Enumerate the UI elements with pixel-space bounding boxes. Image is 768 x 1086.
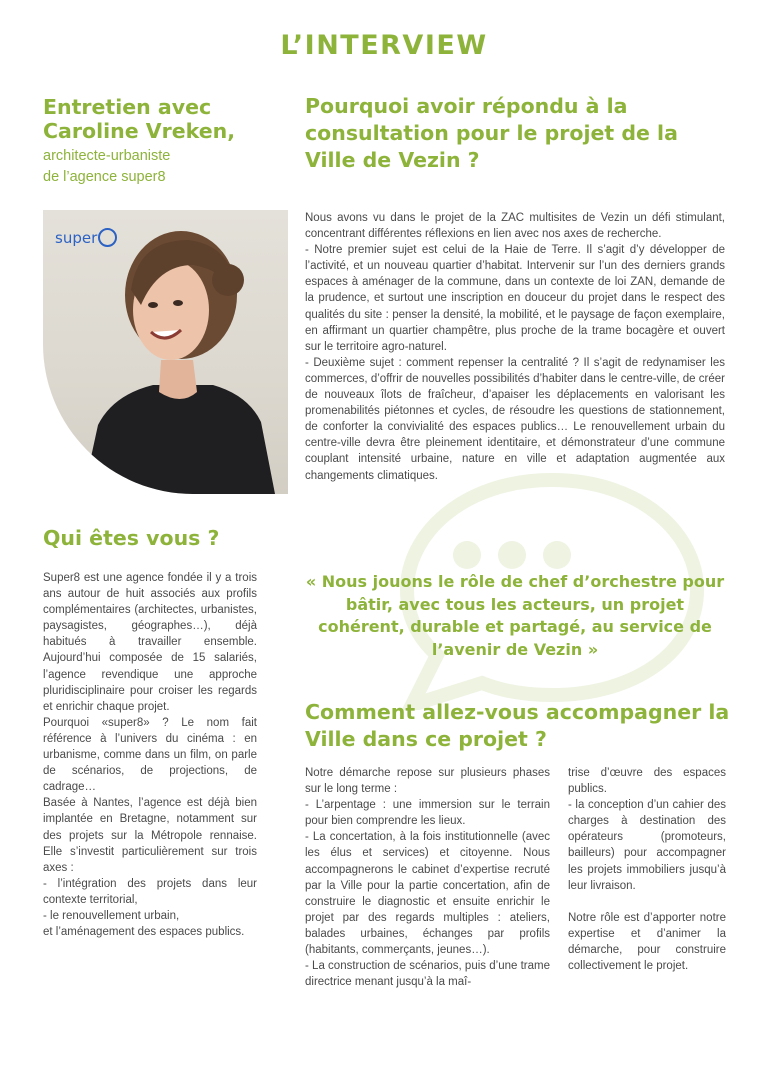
- role-line-1: architecte-urbaniste: [43, 148, 171, 164]
- answer-paragraph: - La concertation, à la fois institutionnelle (avec les élus et services) et citoyenne. Nous accompagnerons le cabinet d’expertise recruté par la Ville pour la partie concertation, afin de construire le diagnostic et ensuite enrichir le projet par des regards multiples : ateliers, balades urbaines, échanges par profils (habitants, commerçants, jeunes…).: [305, 831, 550, 957]
- interviewee-role: [43, 146, 283, 188]
- answer-paragraph: Nous avons vu dans le projet de la ZAC multisites de Vezin un défi stimulant, concentrant différentes réflexions en lien avec nos axes de recherche.: [305, 212, 725, 241]
- answer-1-body: [305, 210, 725, 484]
- answer-paragraph: - Notre premier sujet est celui de la Haie de Terre. Il s’agit d’y développer de l’activité, et un nouveau quartier d’habitat. Intervenir sur l’un des derniers grands espaces à aménager de la commune, dans un contexte de loi ZAN, demande de la prudence, et surtout une inscription en douceur du projet dans le respect des qualités du site : penser la densité, la mobilité, et le paysage de façon exemplaire, en affirmant un quartier champêtre, plus proche de la trame bocagère et ouvert sur le territoire agro-naturel.: [305, 244, 725, 353]
- answer-paragraph: Notre démarche repose sur plusieurs phases sur le long terme :: [305, 767, 550, 796]
- answer-2-left-column: [305, 765, 550, 990]
- answer-paragraph: - L’arpentage : une immersion sur le terrain pour bien comprendre les lieux.: [305, 799, 550, 828]
- who-paragraph: et l’aménagement des espaces publics.: [43, 926, 245, 939]
- question-2-heading: Comment allez-vous accompagner la Ville dans ce projet ?: [305, 700, 730, 751]
- answer-paragraph: - Deuxième sujet : comment repenser la centralité ? Il s’agit de redynamiser les commerces, d’offrir de nouvelles possibilités d’habiter dans le centre-ville, de créer de nouveaux îlots de fraîcheur, d’apaiser les déplacements en valorisant les promenabilités piétonnes et cycles, de résoudre les questions de stationnement, de conforter la convivialité des espaces publics… Le renouvellement urbain du centre-ville devra être pleinement identitaire, et démonstrateur d’une commune couplant intensité urbaine, nature en ville et adaptation augmentée aux changements climatiques.: [305, 356, 725, 482]
- answer-paragraph: - la conception d’un cahier des charges à destination des opérateurs (promoteurs, bailleurs) pour accompagner les projets immobiliers jusqu’à leur livraison.: [568, 799, 726, 892]
- who-paragraph: - le renouvellement urbain,: [43, 909, 180, 922]
- who-paragraph: Pourquoi «super8» ? Le nom fait référence à l’univers du cinéma : en urbanisme, comme dans un film, on parle de scénarios, de projections, de cadrage…: [43, 716, 257, 794]
- who-paragraph: Basée à Nantes, l’agence est déjà bien implantée en Bretagne, notamment sur des projets sur la Métropole rennaise. Elle s’investit particulièrement sur trois axes :: [43, 797, 257, 874]
- portrait-photo: [43, 210, 288, 494]
- answer-2-right-column: [568, 765, 726, 974]
- interview-heading: Entretien avec Caroline Vreken,: [43, 95, 236, 143]
- role-line-2: de l’agence super8: [43, 169, 166, 185]
- super8-logo: super: [55, 228, 117, 247]
- who-paragraph: Super8 est une agence fondée il y a trois ans autour de huit associés aux profils complémentaires (architectes, urbanistes, paysagistes, géographes…), déjà habitués à travailler ensemble. Aujourd’hui composée de 15 salariés, l’agence revendique une approche pluridisciplinaire pour croiser les regards et enrichir chaque projet.: [43, 572, 257, 713]
- answer-paragraph: trise d’œuvre des espaces publics.: [568, 767, 726, 796]
- pull-quote: « Nous jouons le rôle de chef d’orchestre pour bâtir, avec tous les acteurs, un projet cohérent, durable et partagé, au service de l’avenir de Vezin »: [305, 572, 725, 659]
- who-heading: Qui êtes vous ?: [43, 526, 220, 550]
- page-title: L’INTERVIEW: [280, 30, 488, 61]
- question-1-heading: Pourquoi avoir répondu à la consultation pour le projet de la Ville de Vezin ?: [305, 94, 678, 172]
- who-paragraph: - l’intégration des projets dans leur contexte territorial,: [43, 877, 257, 906]
- answer-paragraph: - La construction de scénarios, puis d’une trame directrice menant jusqu’à la maî-: [305, 960, 550, 989]
- answer-spacer: [568, 894, 726, 910]
- who-body: [43, 570, 257, 940]
- portrait-illustration: [43, 210, 288, 494]
- answer-paragraph: Notre rôle est d’apporter notre expertise et d’animer la démarche, pour construire collectivement le projet.: [568, 911, 726, 973]
